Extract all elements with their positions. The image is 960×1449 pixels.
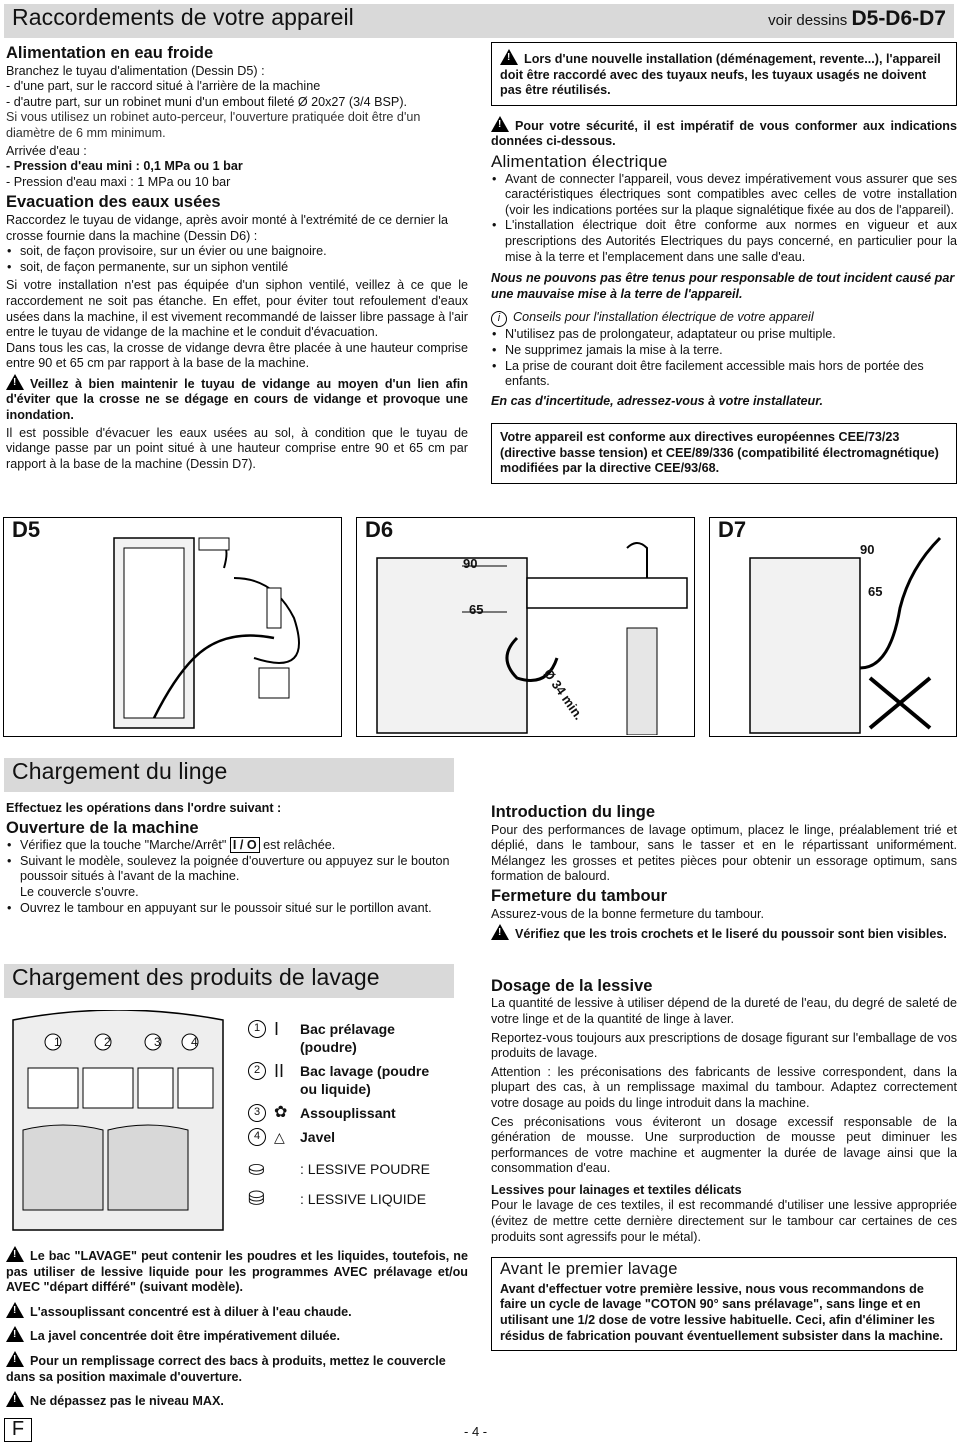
text: Effectuez les opérations dans l'ordre suivant : <box>6 801 282 815</box>
left-column-chargement <box>6 801 468 916</box>
legend-item: ⛁ : LESSIVE LIQUIDE <box>248 1188 427 1210</box>
dispenser-warnings: !Le bac "LAVAGE" peut contenir les poudres et les liquides, toutefois, ne pas utiliser de lessive liquide pour les programmes AVEC prélavage et/ou AVEC "départ différé" (suivant modèle). !L'assouplissant concentré est à diluer à l'eau chaude. !La javel concentrée doit être impérativement diluée. !Pour un remplissage correct des bacs à produits, mettez le couvercle dans sa position maximale d'ouverture. !Ne dépassez pas le niveau MAX. <box>6 1246 468 1410</box>
figure-label: D6 <box>365 517 394 542</box>
text: Veillez à bien maintenir le tuyau de vidange au moyen d'un lien afin d'éviter que la crosse ne se dégage en cours de vidange et provoque une inondation. <box>6 376 468 423</box>
list-item: • La prise de courant doit être facilement accessible mais hors de portée des enfants. <box>491 359 957 390</box>
text: Assurez-vous de la bonne fermeture du tambour. <box>491 906 765 921</box>
list-item: • soit, de façon provisoire, sur un évier ou une baignoire. <box>6 244 468 260</box>
figure-d5 <box>3 517 342 737</box>
height-90-label: 90 <box>463 556 478 571</box>
list-item: • Vérifiez que la touche "Marche/Arrêt" I / O est relâchée. <box>6 838 468 854</box>
text: Avant d'effectuer votre première lessive, nous vous recommandons de faire un cycle de lavage "COTON 90° sans prélavage", sans linge et en utilisant une 1/2 dose de votre lessive habituelle. Ceci, afin d'éliminer les résidus de fabrication pouvant éventuellement subsister dans la machine. <box>500 1281 944 1343</box>
warning-icon <box>6 374 24 390</box>
section-header-raccordements <box>4 4 954 38</box>
list-item: • Ne supprimez jamais la mise à la terre. <box>491 343 957 359</box>
text: Attention : les préconisations des fabricants de lessive correspondent, dans la plupart des cas, à un remplissage maximal du tambour. Adaptez correctement votre dosage au poids du linge introduit dans la machine. <box>491 1064 957 1110</box>
diameter-label: Ø 34 min. <box>540 666 587 723</box>
see-drawings: voir dessins D5-D6-D7 <box>768 7 946 30</box>
left-column-raccordements <box>6 42 468 472</box>
section-title: Raccordements de votre appareil <box>12 4 354 30</box>
text: Arrivée d'eau : <box>6 143 87 158</box>
text: Si votre installation n'est pas équipée d'un siphon ventilé, veillez à ce que le raccordement ne soit pas étanche. En effet, pour éviter tout refoulement d'eaux usées dans la machine, il est vivement recommandé de laisser libre passage à l'air entre le tuyau de vidange de la machine et le conduit d'évacuation. <box>6 278 468 340</box>
heading-premier-lavage: Avant le premier lavage <box>500 1260 678 1279</box>
circle-2-icon: 2 <box>248 1062 266 1080</box>
height-90-label: 90 <box>860 542 875 557</box>
text: Branchez le tuyau d'alimentation (Dessin D5) : <box>6 63 265 78</box>
section-title: Chargement des produits de lavage <box>12 964 380 990</box>
figure-label: D7 <box>718 517 747 542</box>
conformity-box: Votre appareil est conforme aux directives européennes CEE/73/23 (directive basse tension) et CEE/89/336 (compatibilité électromagnétique) modifiées par la directive CEE/93/68. <box>491 423 957 484</box>
compartment-number: 4 <box>191 1035 198 1049</box>
flower-icon: ✿ <box>274 1104 288 1121</box>
list-item: • Ouvrez le tambour en appuyant sur le poussoir situé sur le portillon avant. <box>6 901 468 917</box>
text: La quantité de lessive à utiliser dépend de la dureté de l'eau, du degré de saleté de votre linge et de la quantité de linge à laver. <box>491 996 957 1026</box>
legend-item: 1 I Bac prélavage (poudre) <box>248 1020 478 1056</box>
heading-eau-froide: Alimentation en eau froide <box>6 44 214 62</box>
warning-icon <box>500 49 518 65</box>
compartment-number: 1 <box>54 1035 61 1049</box>
text: Reportez-vous toujours aux prescriptions de dosage figurant sur l'emballage de vos produits de lavage. <box>491 1030 957 1061</box>
warning-icon <box>6 1351 24 1367</box>
text: Dans tous les cas, la crosse de vidange devra être placée à une hauteur comprise entre 90 et 65 cm par rapport à la base de la machine. <box>6 340 468 371</box>
legend-item: 4 △ Javel <box>248 1128 478 1146</box>
dispenser-illustration <box>8 1010 230 1236</box>
info-icon: i <box>491 311 507 327</box>
sink-drain-illustration <box>357 518 693 735</box>
compartment-number: 3 <box>154 1035 161 1049</box>
figure-label: D5 <box>12 517 41 542</box>
dispenser-legend <box>248 1020 478 1214</box>
heading-fermeture: Fermeture du tambour <box>491 886 668 905</box>
right-column-raccordements: !Lors d'une nouvelle installation (déménagement, revente...), l'appareil doit être raccordé avec des tuyaux neufs, les tuyaux usagés ne doivent pas être réutilisés. !Pour votre sécurité, il est impératif de vous conformer aux indications données ci-dessous. Alimentation électrique • Avant de connecter l'appareil, vous devez impérativement vous assurer que ses caractéristiques électriques sont compatibles avec celles de votre installation (voir les indications portées sur la plaque signalétique fixée au dos de l'appareil). • L'installation électrique doit être conforme aux normes en vigueur et aux prescriptions des Autorités Electriques du pays concerné, en particulier pour la mise à la terre et l'emplacement dans une salle d'eau. Nous ne pouvons pas être tenus pour responsable de tout incident causé par une mauvaise mise à la terre de l'appareil. i Conseils pour l'installation électrique de votre appareil • N'utilisez pas de prolongateur, adaptateur ou prise multiple. • Ne supprimez jamais la mise à la terre. • La prise de courant doit être facilement accessible mais hors de portée des enfants. En cas d'incertitude, adressez-vous à votre installateur. Votre appareil est conforme aux directives européennes CEE/73/23 (directive basse tension) et CEE/89/336 (compatibilité électromagnétique) modifiées par la directive CEE/93/68. <box>491 42 957 484</box>
text: Si vous utilisez un robinet auto-perceur, l'ouverture pratiquée doit être d'un diamètre de 6 mm minimum. <box>6 110 421 140</box>
wash-icon: II <box>274 1061 285 1081</box>
text: - d'autre part, sur un robinet muni d'un embout fileté Ø 20x27 (3/4 BSP). <box>6 94 408 109</box>
powder-icon: ⛀ <box>248 1158 265 1180</box>
warning-icon <box>6 1326 24 1342</box>
washing-machine-illustration <box>4 518 340 735</box>
floor-drain-illustration <box>710 518 955 735</box>
text: - Pression d'eau mini : 0,1 MPa ou 1 bar <box>6 159 243 174</box>
section-header-produits <box>4 964 454 998</box>
text: Il est possible d'évacuer les eaux usées au sol, à condition que le tuyau de vidange passe par un point situé à une hauteur comprise entre 90 et 65 cm par rapport à la base de la machine (Dessin D7). <box>6 425 468 471</box>
prewash-icon: I <box>274 1019 280 1039</box>
page-number: - 4 - <box>464 1424 488 1439</box>
text: En cas d'incertitude, adressez-vous à votre installateur. <box>491 393 823 408</box>
circle-4-icon: 4 <box>248 1128 266 1146</box>
height-65-label: 65 <box>469 602 484 617</box>
text: Pour des performances de lavage optimum, placez le linge, préalablement trié et déplié, dans le tambour, sans le tasser et en le répartissant uniformément. Mélangez les grosses et petites pièces pour obtenir un essorage optimum, sans formation de balourd. <box>491 822 957 884</box>
text: Ces préconisations vous éviteront un dosage excessif responsable de la génération de mousse. Une surproduction de mousse peut diminuer les performances de votre machine et augmenter la durée de lavage ainsi que la consommation d'eau. <box>491 1114 957 1176</box>
heading-evacuation: Evacuation des eaux usées <box>6 193 221 212</box>
heading-elec: Alimentation électrique <box>491 151 668 171</box>
warning-icon <box>491 924 509 940</box>
list-item: • soit, de façon permanente, sur un siphon ventilé <box>6 260 468 276</box>
figure-d6 <box>356 517 695 737</box>
legend-item: 2 II Bac lavage (poudre ou liquide) <box>248 1062 478 1098</box>
language-badge: F <box>4 1418 32 1442</box>
text: - d'une part, sur le raccord situé à l'arrière de la machine <box>6 79 321 94</box>
circle-1-icon: 1 <box>248 1020 266 1038</box>
legend-item: 3 ✿ Assouplissant <box>248 1104 478 1122</box>
heading-lainages: Lessives pour lainages et textiles délicats <box>491 1182 742 1197</box>
list-item: • L'installation électrique doit être conforme aux normes en vigueur et aux prescriptions des Autorités Electriques du pays concerné, en particulier pour la mise à la terre et l'emplacement dans une salle d'eau. <box>491 218 957 265</box>
legend-item: ⛀ : LESSIVE POUDRE <box>248 1158 430 1180</box>
list-item: • Avant de connecter l'appareil, vous devez impérativement vous assurer que ses caractéristiques électriques sont compatibles avec celles de votre installation (voir les indications portées sur la plaque signalétique fixée au dos de l'appareil). <box>491 172 957 219</box>
text: Raccordez le tuyau de vidange, après avoir monté à l'extrémité de ce dernier la crosse fournie dans la machine (Dessin D6) : <box>6 212 449 243</box>
figure-d7 <box>709 517 957 737</box>
heading-dosage: Dosage de la lessive <box>491 976 653 995</box>
section-header-chargement-linge <box>4 758 454 792</box>
text: - Pression d'eau maxi : 1 MPa ou 10 bar <box>6 174 231 189</box>
text: Nous ne pouvons pas être tenus pour responsable de tout incident causé par une mauvaise mise à la terre de l'appareil. <box>491 271 955 301</box>
compartment-number: 2 <box>104 1035 111 1049</box>
heading-introduction: Introduction du linge <box>491 803 656 821</box>
list-item: • Suivant le modèle, soulevez la poignée d'ouverture ou appuyez sur le bouton poussoir situés à l'avant de la machine. Le couvercle s'ouvre. <box>6 854 468 901</box>
heading-ouverture: Ouverture de la machine <box>6 818 199 837</box>
circle-3-icon: 3 <box>248 1104 266 1122</box>
right-column-chargement: Introduction du linge Pour des performances de lavage optimum, placez le linge, préalablement trié et déplié, dans le tambour, sans le tasser et en le répartissant uniformément. Mélangez les grosses et petites pièces pour obtenir un essorage optimum, sans formation de balourd. Fermeture du tambour Assurez-vous de la bonne fermeture du tambour. !Vérifiez que les trois crochets et le liseré du poussoir sont bien visibles. Dosage de la lessive La quantité de lessive à utiliser dépend de la dureté de l'eau, du degré de saleté de votre linge et de la quantité de linge à laver. Reportez-vous toujours aux prescriptions de dosage figurant sur l'emballage de vos produits de lavage. Attention : les préconisations des fabricants de lessive correspondent, dans la plupart des cas, à un remplissage maximal du tambour. Adaptez correctement votre dosage au poids du linge introduit dans la machine. Ces préconisations vous éviteront un dosage excessif responsable de la génération de mousse. Une surproduction de mousse peut diminuer les performances de votre machine et augmenter la durée de lavage ainsi que la consommation d'eau. Lessives pour lainages et textiles délicats Pour le lavage de ces textiles, il est recommandé d'utiliser une lessive appropriée (évitez de mettre cette dernière directement sur le tambour car certaines de ces produits sont agressifs pour le métal). Avant le premier lavage Avant d'effectuer votre première lessive, nous vous recommandons de faire un cycle de lavage "COTON 90° sans prélavage", sans linge et en utilisant une 1/2 dose de votre lessive habituelle. Ceci, afin d'éliminer les résidus de fabrication pouvant éventuellement subsister dans la machine. <box>491 801 957 1351</box>
warning-box-new-install: !Lors d'une nouvelle installation (déménagement, revente...), l'appareil doit être raccordé avec des tuyaux neufs, les tuyaux usagés ne doivent pas être réutilisés. <box>491 42 957 106</box>
liquid-icon: ⛁ <box>248 1188 265 1210</box>
power-key: I / O <box>230 837 260 853</box>
section-title: Chargement du linge <box>12 758 228 784</box>
warning-icon <box>6 1391 24 1407</box>
warning-icon <box>491 116 509 132</box>
first-wash-box <box>491 1257 957 1351</box>
text: Pour le lavage de ces textiles, il est recommandé d'utiliser une lessive appropriée (évitez de mettre cette dernière directement sur le tambour car certaines de ces produits sont agressifs pour le métal). <box>491 1198 957 1244</box>
bleach-icon: △ <box>274 1129 285 1145</box>
height-65-label: 65 <box>868 584 883 599</box>
list-item: • N'utilisez pas de prolongateur, adaptateur ou prise multiple. <box>491 327 957 343</box>
warning-icon <box>6 1246 24 1262</box>
warning-icon <box>6 1302 24 1318</box>
